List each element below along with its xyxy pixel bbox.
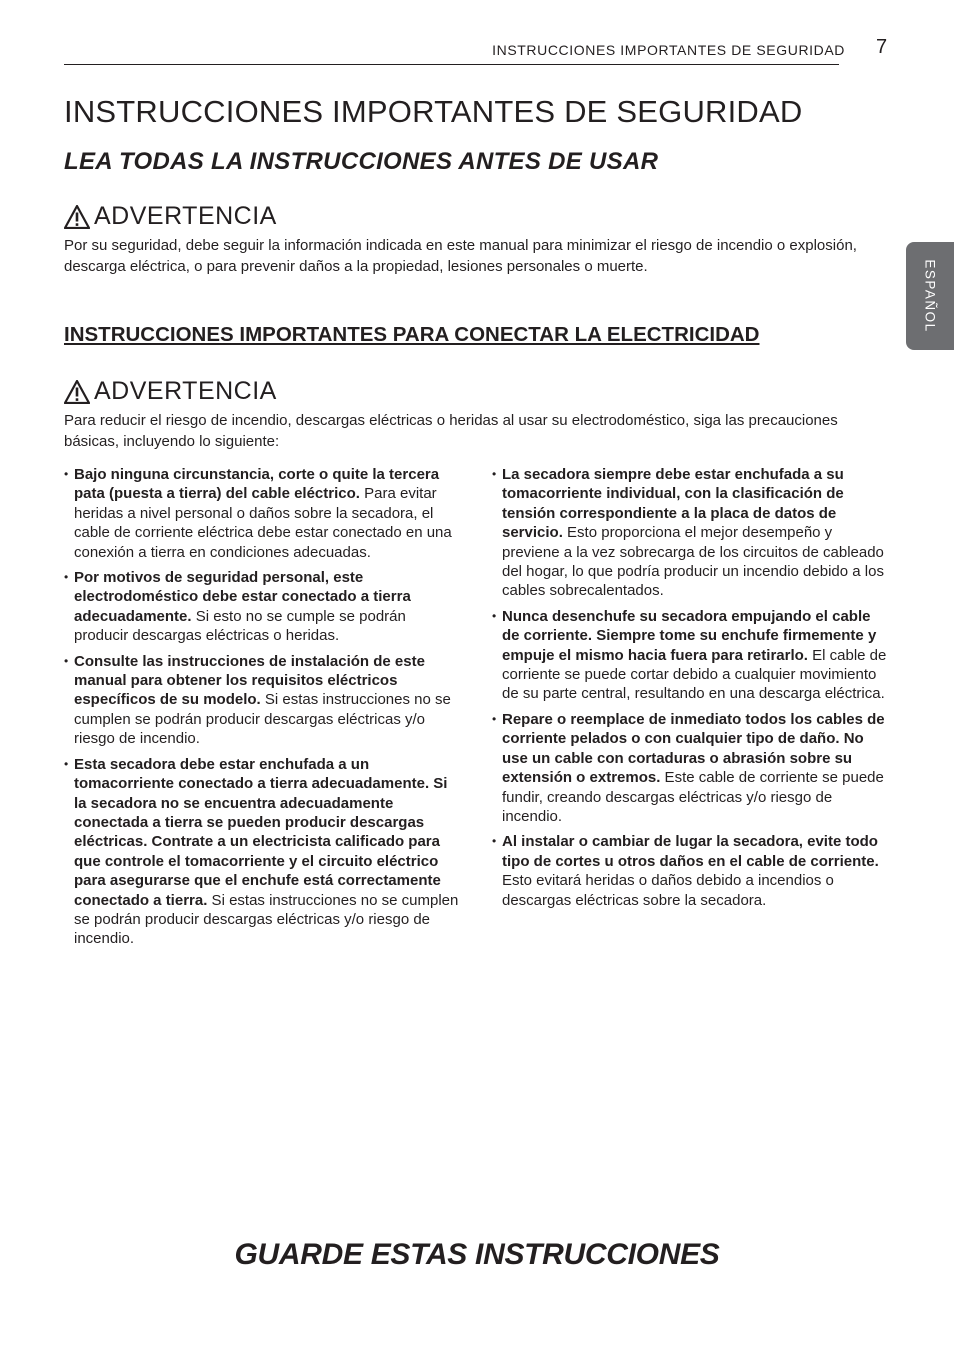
warning-label-1: ADVERTENCIA xyxy=(94,202,277,230)
warning-triangle-icon xyxy=(64,380,90,404)
page-number: 7 xyxy=(876,36,888,58)
running-header-title: INSTRUCCIONES IMPORTANTES DE SEGURIDAD xyxy=(492,42,845,58)
list-item: • Nunca desenchufe su secadora empujando el cable de corriente. Siempre tome su enchufe firmemente y empuje el mismo hacia fuera para retirarlo. El cable de corriente se puede cortar debido a cualquier movimiento de su parte central, resultando en una descarga eléctrica. xyxy=(492,607,892,704)
language-tab xyxy=(906,242,954,350)
page-subtitle: LEA TODAS LA INSTRUCCIONES ANTES DE USAR xyxy=(64,148,659,175)
running-header xyxy=(64,34,845,65)
warning-text-1: Por su seguridad, debe seguir la información indicada en este manual para minimizar el riesgo de incendio o explosión, descarga eléctrica, o para prevenir daños a la propiedad, lesiones personales o muerte. xyxy=(64,237,857,275)
list-item: • Esta secadora debe estar enchufada a un tomacorriente conectado a tierra adecuadamente. Si la secadora no se encuentra adecuadamente conectada a tierra se pueden producir descargas eléctricas. Contrate a un electricista calificado para que controle el tomacorriente y el circuito eléctrico para asegurarse que el enchufe está correctamente conectado a tierra. Si estas instrucciones no se cumplen se podrán producir descargas eléctricas y/o riesgo de incendio. xyxy=(64,755,464,949)
language-tab-label: ESPAÑOL xyxy=(922,259,938,333)
precautions-right-column xyxy=(492,465,892,916)
warning-triangle-icon xyxy=(64,205,90,229)
precautions-left-column xyxy=(64,465,464,955)
warning-heading-2 xyxy=(64,377,277,406)
warning-label-2: ADVERTENCIA xyxy=(94,377,277,405)
footer-title: GUARDE ESTAS INSTRUCCIONES xyxy=(234,1238,720,1271)
list-item: • Repare o reemplace de inmediato todos los cables de corriente pelados o con cualquier tipo de daño. No use un cable con cortaduras o abrasión sobre su extensión o extremos. Este cable de corriente se puede fundir, creando descargas eléctricas y/o riesgo de incendio. xyxy=(492,710,892,826)
section-heading-electricity: INSTRUCCIONES IMPORTANTES PARA CONECTAR LA ELECTRICIDAD xyxy=(64,323,760,346)
page-title: INSTRUCCIONES IMPORTANTES DE SEGURIDAD xyxy=(64,94,803,129)
warning-text-2: Para reducir el riesgo de incendio, descargas eléctricas o heridas al usar su electrodoméstico, siga las precauciones básicas, incluyendo lo siguiente: xyxy=(64,412,838,450)
list-item: • La secadora siempre debe estar enchufada a su tomacorriente individual, con la clasificación de tensión correspondiente a la placa de datos de servicio. Esto proporciona el mejor desempeño y previene a la vez sobrecarga de los circuitos de cableado del hogar, lo que podría producir un incendio debido a los cables sobrecalentados. xyxy=(492,465,892,601)
list-item: • Bajo ninguna circunstancia, corte o quite la tercera pata (puesta a tierra) del cable eléctrico. Para evitar heridas a nivel personal o daños sobre la secadora, el cable de corriente eléctrica debe estar conectado en una conexión a tierra en condiciones adecuadas. xyxy=(64,465,464,562)
list-item: • Consulte las instrucciones de instalación de este manual para obtener los requisitos eléctricos específicos de su modelo. Si estas instrucciones no se cumplen se podrán producir descargas eléctricas y/o riesgo de incendio. xyxy=(64,652,464,749)
list-item: • Al instalar o cambiar de lugar la secadora, evite todo tipo de cortes u otros daños en el cable de corriente. Esto evitará heridas o daños debido a incendios o descargas eléctricas sobre la secadora. xyxy=(492,832,892,910)
warning-heading-1 xyxy=(64,202,277,231)
list-item: • Por motivos de seguridad personal, este electrodoméstico debe estar conectado a tierra adecuadamente. Si esto no se cumple se podrán producir descargas eléctricas o heridas. xyxy=(64,568,464,646)
